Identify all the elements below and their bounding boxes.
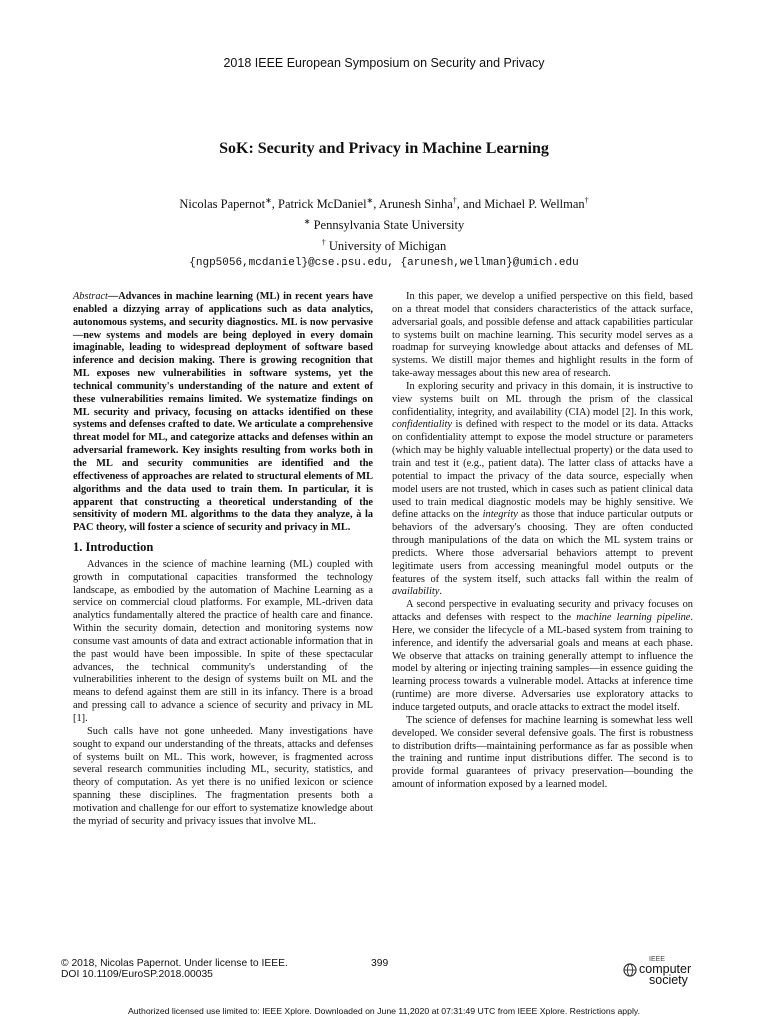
author-block	[0, 192, 768, 272]
affiliation-mark: †	[584, 196, 589, 205]
copyright-text: © 2018, Nicolas Papernot. Under license to IEEE.	[61, 958, 288, 969]
left-column	[73, 291, 373, 829]
globe-icon	[623, 963, 637, 977]
text-run: In exploring security and privacy in this domain, it is instructive to view systems built on ML through the prism of the classical confidentiality, integrity, and availability (CIA) model [2]. In this work,	[392, 380, 693, 418]
text-run: . Here, we consider the lifecycle of a ML-based system from training to inference, and identify the adversarial goals and means at each phase. We observe that attacks on training generally attempt to influence the model by altering or injecting training samples—in essence guiding the learning process towards a vulnerable model. Attacks at inference time (runtime) are more diverse. Adversaries use exploratory attacks to induce targeted outputs, and oracle attacks to extract the model itself.	[392, 612, 693, 713]
paragraph-unified-perspective: In this paper, we develop a unified perspective on this field, based on a threat model that considers characteristics of the attack surface, adversarial goals, and possible defense and attack capabilities particular to systems built on machine learning. This security model serves as a roadmap for surveying knowledge about attacks and defenses of ML systems. We distill major themes and highlight results in the form of take-away messages about this new area of research.	[392, 291, 693, 380]
logo-ieee-text: IEEE	[649, 956, 665, 963]
footer-copyright-block	[61, 958, 288, 980]
doi-text: DOI 10.1109/EuroSP.2018.00035	[61, 969, 213, 980]
text-run: as those that induce particular outputs or behaviors of the adversary's choosing. They are often conducted through manipulations of the data on which the ML system trains or predicts. Where those adversarial behaviors attempt to prevent legitimate users from accessing meaningful model outputs or the features of the system itself, such attacks fall within the realm of	[392, 509, 693, 585]
affiliation-mark: ∗	[303, 217, 311, 227]
paragraph-defenses: The science of defenses for machine learning is somewhat less well developed. We consider several defensive goals. The first is robustness to distribution drifts—maintaining performance as far as possible when the training and runtime input distributions differ. The second is to provide formal guarantees of privacy preservation—bounding the amount of information exposed by a learned model.	[392, 714, 693, 791]
abstract-text: —Advances in machine learning (ML) in recent years have enabled a dizzying array of applications such as data analytics, autonomous systems, and security diagnostics. ML is now pervasive—new systems and models are being deployed in every domain imaginable, leading to widespread deployment of software based inference and decision making. There is growing recognition that ML exposes new vulnerabilities in software systems, yet the technical community's understanding of the nature and extent of these vulnerabilities remains limited. We systematize findings on ML security and privacy, focusing on attacks identified on these systems and defenses crafted to date. We articulate a comprehensive threat model for ML, and categorize attacks and defenses within an adversarial framework. Key insights resulting from works both in the ML and security communities are identified and the effectiveness of approaches are related to structural elements of ML algorithms and the data used to train them. In particular, it is apparent that constructing a theoretical understanding of the sensitivity of modern ML algorithms to the data they analyze, à la PAC theory, will foster a science of security and privacy in ML.	[73, 291, 373, 534]
abstract	[73, 291, 373, 535]
affiliation-name: University of Michigan	[325, 239, 447, 254]
author-name: , Patrick McDaniel	[271, 197, 367, 212]
author-list	[0, 192, 768, 213]
computer-society-logo	[623, 956, 713, 990]
right-column	[392, 291, 693, 792]
affiliation-umich	[0, 234, 768, 255]
section-heading-introduction: 1. Introduction	[73, 540, 154, 555]
author-name: Nicolas Papernot	[179, 197, 266, 212]
page-number: 399	[371, 958, 389, 969]
affiliation-name: Pennsylvania State University	[310, 218, 465, 233]
intro-paragraph-2: Such calls have not gone unheeded. Many investigations have sought to expand our understanding of the threats, attacks and defenses of systems built on ML. This work, however, is fragmented across several research communities including ML, security, statistics, and theory of computation. As yet there is no unified lexicon or science spanning these disciplines. The fragmentation presents both a motivation and challenge for our effort to systematize knowledge about the myriad of security and privacy issues that involve ML.	[73, 725, 373, 827]
text-run: .	[439, 586, 442, 598]
intro-paragraph-1: Advances in the science of machine learning (ML) coupled with growth in computational capacities transformed the technology landscape, as embodied by the automation of Machine Learning as a service on commercial cloud platforms. For example, ML-driven data analytics fundamentally altered the practice of health care and finance. Within the security domain, detection and monitoring systems now consume vast amounts of data and extract actionable information that in the past would have been impossible. In spite of these spectacular advances, the technical community's understanding of the vulnerabilities inherent to the design of systems built on ML and the means to defend against them are still in its infancy. There is a broad and pressing call to advance a science of security and privacy in ML [1].	[73, 558, 373, 724]
authorized-use-notice: Authorized licensed use limited to: IEEE Xplore. Downloaded on June 11,2020 at 07:31:49 UTC from IEEE Xplore. Restrictions apply.	[127, 1006, 641, 1016]
paragraph-cia-model	[392, 381, 693, 599]
term-ml-pipeline: machine learning pipeline	[576, 612, 691, 624]
paragraph-ml-pipeline	[392, 599, 693, 715]
affiliation-mark: †	[321, 238, 326, 248]
logo-word-computer: computer	[639, 962, 692, 976]
term-confidentiality: confidentiality	[392, 419, 453, 431]
text-run: A second perspective in evaluating security and privacy focuses on attacks and defenses with respect to the	[392, 599, 693, 624]
paper-title: SoK: Security and Privacy in Machine Learning	[219, 140, 549, 157]
text-run: is defined with respect to the model or its data. Attacks on confidentiality attempt to expose the model structure or parameters (which may be highly valuable intellectual property) or the data used to train and test it (e.g., patient data). The latter class of attacks have a potential to impact the privacy of the data source, especially when model users are not trusted, which in cases such as patient clinical data used to train medical diagnostic models may be highly sensitive. We define attacks on the	[392, 419, 693, 521]
affiliation-mark: ∗	[265, 196, 272, 205]
term-availability: availability	[392, 586, 440, 598]
author-name: , and Michael P. Wellman	[456, 197, 585, 212]
author-emails: {ngp5056,mcdaniel}@cse.psu.edu, {arunesh,wellman}@umich.edu	[189, 257, 579, 270]
affiliation-mark: ∗	[366, 196, 374, 205]
author-name: , Arunesh Sinha	[373, 197, 453, 212]
affiliation-mark: †	[452, 196, 457, 205]
logo-word-society: society	[649, 973, 688, 987]
affiliation-psu	[0, 213, 768, 234]
conference-header: 2018 IEEE European Symposium on Security and Privacy	[223, 56, 545, 70]
abstract-label: Abstract	[73, 291, 108, 302]
term-integrity: integrity	[482, 509, 518, 521]
